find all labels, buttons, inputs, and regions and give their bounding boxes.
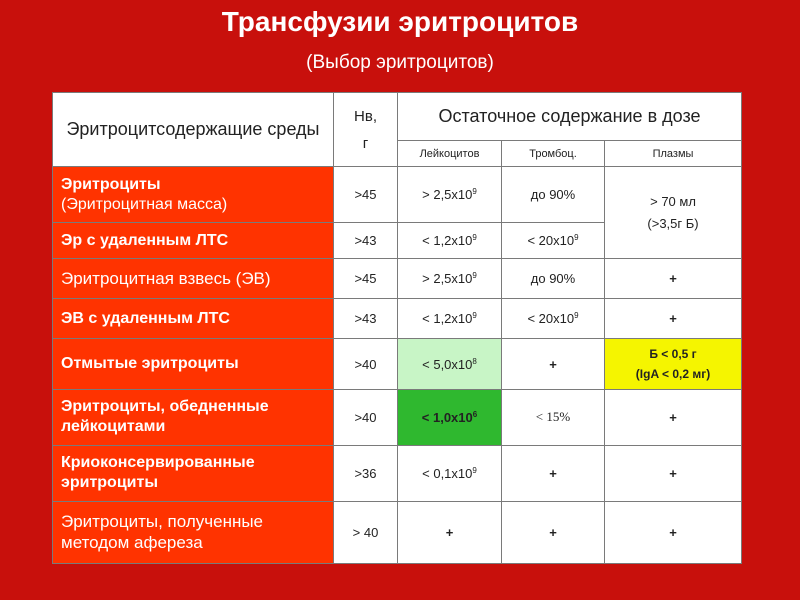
header-media: Эритроцитсодержащие среды [53,93,334,167]
table-row [53,299,742,339]
page-subtitle: (Выбор эритроцитов) [306,52,494,73]
row-plasma: + [605,501,742,563]
row-platelets: + [502,445,605,501]
row-platelets: < $20x10^9$ [502,223,605,259]
row-platelets: + [502,501,605,563]
row-hb: > 40 [334,501,398,563]
row-hb: >40 [334,339,398,389]
plasma-line1: > 70 мл [650,193,696,209]
header-leuko: Лейкоцитов [398,141,502,167]
header-hb-label: Нв, [354,107,377,125]
row-hb: >40 [334,389,398,445]
table-row [53,389,742,445]
row-platelets: < 15% [502,389,605,445]
header-hb-unit: г [362,134,369,152]
header-residual: Остаточное содержание в дозе [398,93,742,141]
table-row [53,445,742,501]
table-row [53,259,742,299]
row-name-sub: (Эритроцитная масса) [61,195,228,213]
row-name: Эритроциты, полученные методом афереза [53,501,334,563]
row-leuko: < $5,0x10^8$ [398,339,502,389]
row-name-text: Эритроциты [61,175,161,193]
row-leuko: < $0,1x10^9$ [398,445,502,501]
row-leuko: < $1,2x10^9$ [398,223,502,259]
row-plasma: + [605,445,742,501]
table-row [53,167,742,223]
row-leuko: < $1,2x10^9$ [398,299,502,339]
plasma-line1: Б < 0,5 г [649,346,697,361]
row-platelets: до 90% [502,259,605,299]
row-platelets: + [502,339,605,389]
row-name: Криоконсервированные эритроциты [53,445,334,501]
table-row [53,339,742,389]
row-plasma [605,339,742,389]
plasma-line2: (IgA < 0,2 мг) [635,367,711,382]
row-leuko: < $1,0x10^6$ [398,389,502,445]
header-platelets: Тромбоц. [502,141,605,167]
row-plasma: + [605,259,742,299]
row-leuko: > $2,5x10^9$ [398,167,502,223]
table-row [53,501,742,563]
row-hb: >45 [334,259,398,299]
row-plasma: + [605,389,742,445]
row-plasma: + [605,299,742,339]
row-name: ЭВ с удаленным ЛТС [53,299,334,339]
row-platelets: < $20x10^9$ [502,299,605,339]
row-leuko: > $2,5x10^9$ [398,259,502,299]
row-hb: >43 [334,299,398,339]
erythrocyte-table [52,92,742,564]
row-leuko: + [398,501,502,563]
table-header-row [53,93,742,141]
row-name: Эритроциты, обедненные лейкоцитами [53,389,334,445]
row-name: Отмытые эритроциты [53,339,334,389]
row-hb: >43 [334,223,398,259]
row-hb: >45 [334,167,398,223]
header-hb [334,93,398,167]
header-plasma: Плазмы [605,141,742,167]
plasma-line2: (>3,5г Б) [647,215,699,231]
row-platelets: до 90% [502,167,605,223]
page-title: Трансфузии эритроцитов [221,6,579,37]
row-plasma [605,167,742,259]
row-name [53,167,334,223]
row-hb: >36 [334,445,398,501]
row-name: Эр с удаленным ЛТС [53,223,334,259]
row-name: Эритроцитная взвесь (ЭВ) [53,259,334,299]
